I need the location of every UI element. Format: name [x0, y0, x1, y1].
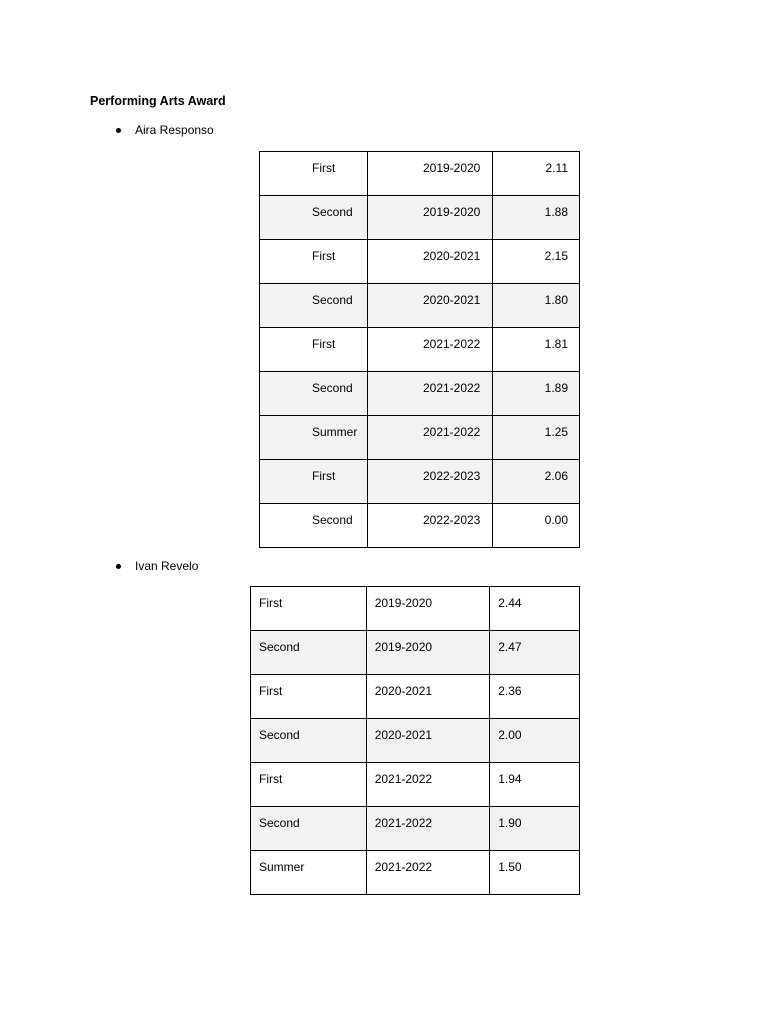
table-row — [251, 763, 580, 807]
term-cell: First — [312, 337, 336, 351]
grade-cell: 1.50 — [498, 860, 522, 874]
student-bullet-aira — [116, 123, 214, 137]
table-row — [251, 851, 580, 895]
year-cell: 2019-2020 — [422, 205, 481, 219]
term-cell: First — [312, 161, 336, 175]
term-cell: Second — [259, 728, 300, 742]
grade-cell: 1.81 — [544, 337, 568, 351]
grade-cell: 2.06 — [544, 469, 568, 483]
table-row — [260, 196, 580, 240]
student-name: Aira Responso — [135, 123, 214, 137]
grade-cell: 1.80 — [544, 293, 568, 307]
grade-cell: 2.44 — [498, 596, 522, 610]
year-cell: 2021-2022 — [374, 860, 433, 874]
table-row — [260, 504, 580, 548]
grade-cell: 0.00 — [544, 513, 568, 527]
term-cell: First — [312, 469, 336, 483]
term-cell: First — [259, 684, 283, 698]
term-cell: Second — [312, 293, 353, 307]
term-cell: First — [259, 596, 283, 610]
year-cell: 2021-2022 — [422, 337, 481, 351]
table-row — [251, 587, 580, 631]
bullet-icon — [116, 128, 121, 133]
table-row — [251, 631, 580, 675]
document-title: Performing Arts Award — [90, 94, 226, 108]
table-row — [251, 675, 580, 719]
grade-cell: 2.15 — [544, 249, 568, 263]
table-row — [251, 807, 580, 851]
student-bullet-ivan — [116, 559, 198, 573]
term-cell: Second — [312, 381, 353, 395]
year-cell: 2022-2023 — [422, 513, 481, 527]
year-cell: 2019-2020 — [374, 596, 433, 610]
grades-table-ivan — [250, 586, 580, 895]
grade-cell: 2.00 — [498, 728, 522, 742]
term-cell: Second — [259, 816, 300, 830]
grade-cell: 1.88 — [544, 205, 568, 219]
table-row — [251, 719, 580, 763]
grades-table-aira — [259, 151, 580, 548]
table-row — [260, 328, 580, 372]
year-cell: 2022-2023 — [422, 469, 481, 483]
year-cell: 2020-2021 — [422, 249, 481, 263]
grade-cell: 1.90 — [498, 816, 522, 830]
bullet-icon — [116, 564, 121, 569]
table-row — [260, 460, 580, 504]
table-row — [260, 416, 580, 460]
term-cell: Second — [259, 640, 300, 654]
year-cell: 2021-2022 — [422, 381, 481, 395]
year-cell: 2019-2020 — [374, 640, 433, 654]
year-cell: 2019-2020 — [422, 161, 481, 175]
term-cell: Summer — [259, 860, 305, 874]
term-cell: Summer — [312, 425, 358, 439]
term-cell: First — [259, 772, 283, 786]
grade-cell: 1.94 — [498, 772, 522, 786]
grade-cell: 2.36 — [498, 684, 522, 698]
year-cell: 2020-2021 — [422, 293, 481, 307]
grade-cell: 1.25 — [544, 425, 568, 439]
term-cell: Second — [312, 513, 353, 527]
year-cell: 2020-2021 — [374, 684, 433, 698]
student-name: Ivan Revelo — [135, 559, 199, 573]
grade-cell: 2.11 — [545, 161, 568, 175]
year-cell: 2021-2022 — [422, 425, 481, 439]
grade-cell: 2.47 — [498, 640, 522, 654]
table-row — [260, 152, 580, 196]
table-row — [260, 372, 580, 416]
year-cell: 2021-2022 — [374, 816, 433, 830]
year-cell: 2020-2021 — [374, 728, 433, 742]
table-row — [260, 240, 580, 284]
table-row — [260, 284, 580, 328]
year-cell: 2021-2022 — [374, 772, 433, 786]
grade-cell: 1.89 — [544, 381, 568, 395]
term-cell: Second — [312, 205, 353, 219]
term-cell: First — [312, 249, 336, 263]
